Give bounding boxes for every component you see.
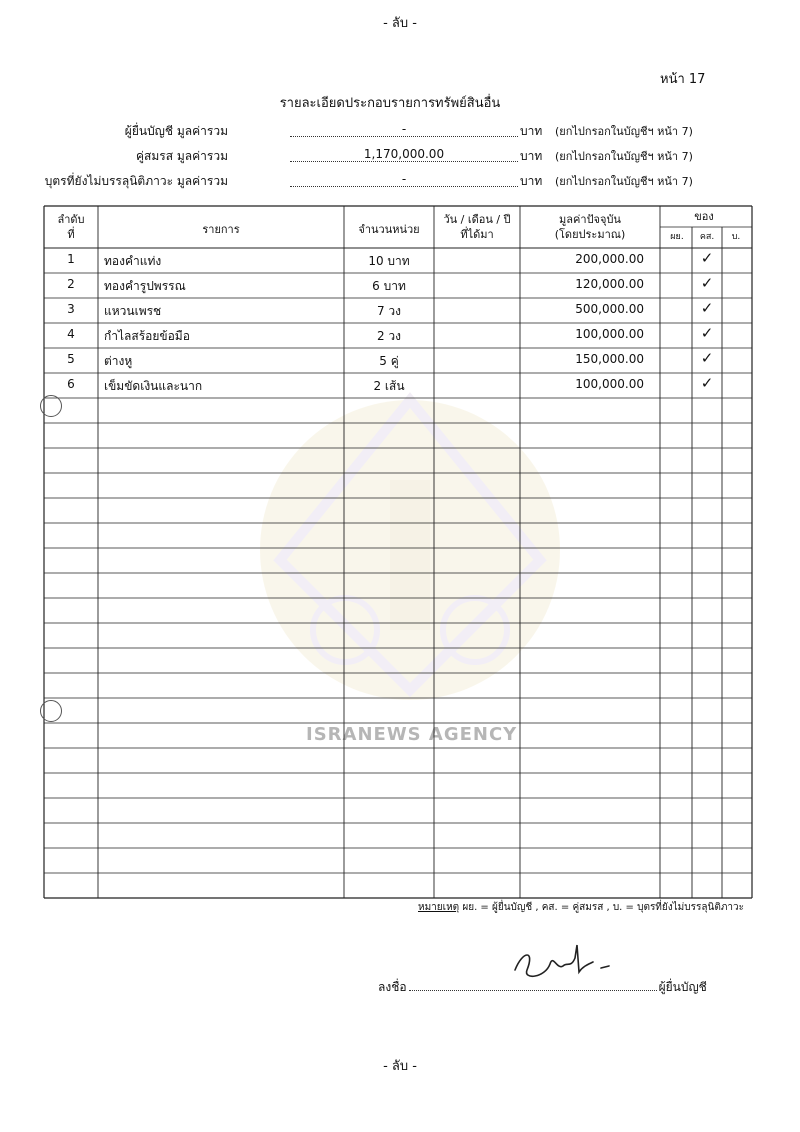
owner-check-icon: ✓ <box>700 374 714 392</box>
summary-value: 1,170,000.00 <box>290 147 518 162</box>
handwritten-signature <box>505 940 615 985</box>
row-seq: 5 <box>67 352 75 366</box>
row-seq: 4 <box>67 327 75 341</box>
header-seq: ลำดับ ที่ <box>57 213 85 241</box>
row-item: แหวนเพรช <box>104 304 162 318</box>
owner-check-icon: ✓ <box>700 349 714 367</box>
summary-unit: บาท <box>520 124 543 138</box>
row-value: 100,000.00 <box>575 327 644 341</box>
row-value: 100,000.00 <box>575 377 644 391</box>
row-qty: 10 บาท <box>368 254 410 268</box>
summary-label: บุตรที่ยังไม่บรรลุนิติภาวะ มูลค่ารวม <box>44 174 228 188</box>
page-title: รายละเอียดประกอบรายการทรัพย์สินอื่น <box>279 96 501 111</box>
row-item: ทองคำรูปพรรณ <box>104 279 186 293</box>
header-value: มูลค่าปัจจุบัน (โดยประมาณ) <box>554 213 626 241</box>
footnote <box>418 900 744 915</box>
header-owner: ของ <box>694 210 714 223</box>
header-date: วัน / เดือน / ปี ที่ได้มา <box>443 213 511 241</box>
bottom-secret-mark: - ลับ - <box>383 1059 417 1074</box>
summary-value: - <box>290 122 518 137</box>
header-qty: จำนวนหน่วย <box>358 223 420 236</box>
row-seq: 1 <box>67 252 75 266</box>
summary-unit: บาท <box>520 174 543 188</box>
footnote-label: หมายเหตุ <box>418 902 460 913</box>
row-seq: 2 <box>67 277 75 291</box>
row-value: 120,000.00 <box>575 277 644 291</box>
signature-prefix: ลงชื่อ <box>378 980 407 994</box>
header-owner-child: บ. <box>731 232 741 242</box>
row-item: ทองคำแท่ง <box>104 254 162 268</box>
header-item: รายการ <box>202 223 240 236</box>
row-qty: 2 วง <box>376 329 402 343</box>
top-secret-mark: - ลับ - <box>383 16 417 31</box>
row-value: 500,000.00 <box>575 302 644 316</box>
summary-note: (ยกไปกรอกในบัญชีฯ หน้า 7) <box>555 125 693 138</box>
row-item: กำไลสร้อยข้อมือ <box>104 329 190 343</box>
page-number: หน้า 17 <box>660 72 706 87</box>
punch-hole <box>40 395 62 417</box>
owner-check-icon: ✓ <box>700 324 714 342</box>
row-item: ต่างหู <box>104 354 133 368</box>
row-value: 150,000.00 <box>575 352 644 366</box>
summary-note: (ยกไปกรอกในบัญชีฯ หน้า 7) <box>555 175 693 188</box>
signature-suffix: ผู้ยื่นบัญชี <box>658 980 707 994</box>
header-owner-declarant: ผย. <box>670 232 684 242</box>
row-qty: 5 คู่ <box>379 354 399 368</box>
row-seq: 6 <box>67 377 75 391</box>
header-owner-spouse: คส. <box>699 232 715 242</box>
owner-check-icon: ✓ <box>700 249 714 267</box>
summary-unit: บาท <box>520 149 543 163</box>
row-qty: 2 เส้น <box>373 379 405 393</box>
punch-hole <box>40 700 62 722</box>
footnote-text: ผย. = ผู้ยื่นบัญชี , คส. = คู่สมรส , บ. = บุตรที่ยังไม่บรรลุนิติภาวะ <box>459 902 745 913</box>
summary-note: (ยกไปกรอกในบัญชีฯ หน้า 7) <box>555 150 693 163</box>
row-item: เข็มขัดเงินและนาก <box>104 379 203 393</box>
watermark-agency: ISRANEWS AGENCY <box>306 724 518 745</box>
summary-label: คู่สมรส มูลค่ารวม <box>136 149 228 163</box>
row-qty: 7 วง <box>376 304 402 318</box>
row-qty: 6 บาท <box>372 279 406 293</box>
owner-check-icon: ✓ <box>700 299 714 317</box>
owner-check-icon: ✓ <box>700 274 714 292</box>
row-value: 200,000.00 <box>575 252 644 266</box>
summary-value: - <box>290 172 518 187</box>
row-seq: 3 <box>67 302 75 316</box>
signature-line <box>409 990 657 991</box>
summary-label: ผู้ยื่นบัญชี มูลค่ารวม <box>124 124 228 138</box>
